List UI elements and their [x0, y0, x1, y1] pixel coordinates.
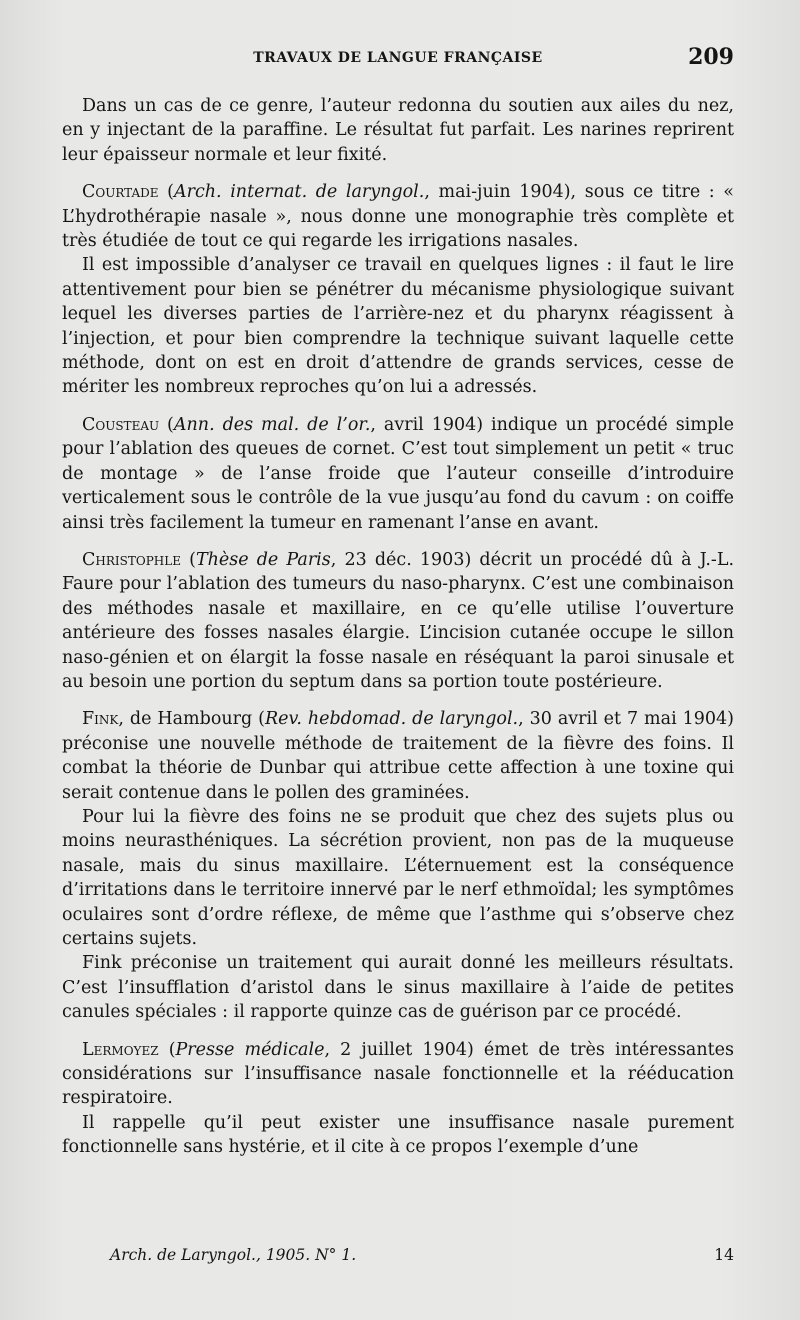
journal-title: Presse médicale — [175, 1039, 325, 1060]
text-run: , avril 1904) indique un procédé simple pour l’ablation des queues de cornet. C’est tout simplement un petit « truc de montage » de l’anse froide que l’auteur conseille d’introduire verticalement sous le contrôle de la vue jusqu’au fond du cavum : on coiffe ainsi très facilement la tumeur en ramenant l’anse en avant. — [62, 414, 735, 533]
body-text — [62, 94, 734, 1160]
text-run: Fink préconise un traitement qui aurait donné les meilleurs résultats. C’est l’insufflation d’aristol dans le sinus maxillaire à l’aide de petites canules spéciales : il rapporte quinze cas de guérison par ce procédé. — [62, 953, 734, 1023]
paragraph — [62, 180, 734, 253]
text-run: Il est impossible d’analyser ce travail en quelques lignes : il faut le lire attentivement pour bien se pénétrer du mécanisme physiologique suivant lequel les diverses parties de l’arrière-nez et du pharynx réagissent à l’injection, et pour bien comprendre la technique suivant laquelle cette méthode, dont on est en droit d’attendre de grands services, cesse de mériter les nombreux reproches qu’on lui a adressés. — [62, 255, 734, 398]
text-run: , 23 déc. 1903) décrit un procédé dû à J.-L. Faure pour l’ablation des tumeurs du naso-pharynx. C’est une combinaison des méthodes nasale et maxillaire, en ce qu’elle utilise l’ouverture antérieure des fosses nasales élargie. L’incision cutanée occupe le sillon naso-génien et on élargit la fosse nasale en réséquant la paroi sinusale et au besoin une portion du septum dans sa portion toute postérieure. — [62, 549, 735, 692]
text-run: Pour lui la fièvre des foins ne se produit que chez des sujets plus ou moins neurasthéniques. La sécrétion provient, non pas de la muqueuse nasale, mais du sinus maxillaire. L’éternuement est la conséquence d’irritations dans le territoire innervé par le nerf ethmoïdal; les symptômes oculaires sont d’ordre réflexe, de même que l’asthme qui s’observe chez certains sujets. — [62, 806, 734, 949]
text-run: ( — [180, 549, 196, 570]
journal-title: Thèse de Paris — [195, 549, 331, 570]
author-name: Lermoyez — [82, 1039, 159, 1060]
paragraph — [62, 253, 734, 399]
paragraph — [62, 951, 734, 1024]
paragraph — [62, 94, 734, 167]
paragraph — [62, 805, 734, 951]
paragraph — [62, 707, 734, 805]
running-title: TRAVAUX DE LANGUE FRANÇAISE — [253, 50, 543, 66]
page-header — [62, 44, 734, 78]
text-run: , mai-juin 1904), sous ce titre : « L’hydrothérapie nasale », nous donne une monographie très complète et très étudiée de tout ce qui regarde les irrigations nasales. — [62, 182, 734, 252]
journal-title: Arch. internat. de laryngol. — [173, 182, 425, 203]
text-run: , 2 juillet 1904) émet de très intéressantes considérations sur l’insuffisance nasale fonctionnelle et la rééducation respiratoire. — [62, 1039, 734, 1109]
text-run: ( — [158, 1039, 176, 1060]
paragraph — [62, 548, 734, 694]
text-run: Il rappelle qu’il peut exister une insuffisance nasale purement fonctionnelle sans hystérie, et il cite à ce propos l’exemple d’une — [62, 1112, 734, 1158]
printer-signature: Arch. de Laryngol., 1905. N° 1. — [110, 1246, 357, 1264]
text-run: , 30 avril et 7 mai 1904) préconise une nouvelle méthode de traitement de la fièvre des foins. Il combat la théorie de Dunbar qui attribue cette affection à une toxine qui serait contenue dans le pollen des graminées. — [62, 709, 734, 803]
paragraph — [62, 413, 734, 535]
signature-mark: 14 — [714, 1246, 734, 1264]
text-run: Dans un cas de ce genre, l’auteur redonna du soutien aux ailes du nez, en y injectant de la paraffine. Le résultat fut parfait. Les narines reprirent leur épaisseur normale et leur fixité. — [62, 96, 734, 165]
journal-title: Ann. des mal. de l’or. — [173, 414, 371, 435]
paragraph — [62, 1111, 734, 1160]
author-name: Fink — [82, 709, 119, 730]
page-number: 209 — [688, 44, 734, 70]
author-name: Courtade — [82, 182, 159, 203]
page-footer — [110, 1246, 734, 1264]
author-name: Christophle — [82, 549, 181, 570]
paragraph — [62, 1038, 734, 1111]
text-run: , de Hambourg ( — [118, 709, 265, 730]
author-name: Cousteau — [82, 414, 160, 435]
journal-title: Rev. hebdomad. de laryngol. — [265, 709, 519, 730]
text-run: ( — [158, 182, 174, 203]
text-run: ( — [159, 414, 174, 435]
